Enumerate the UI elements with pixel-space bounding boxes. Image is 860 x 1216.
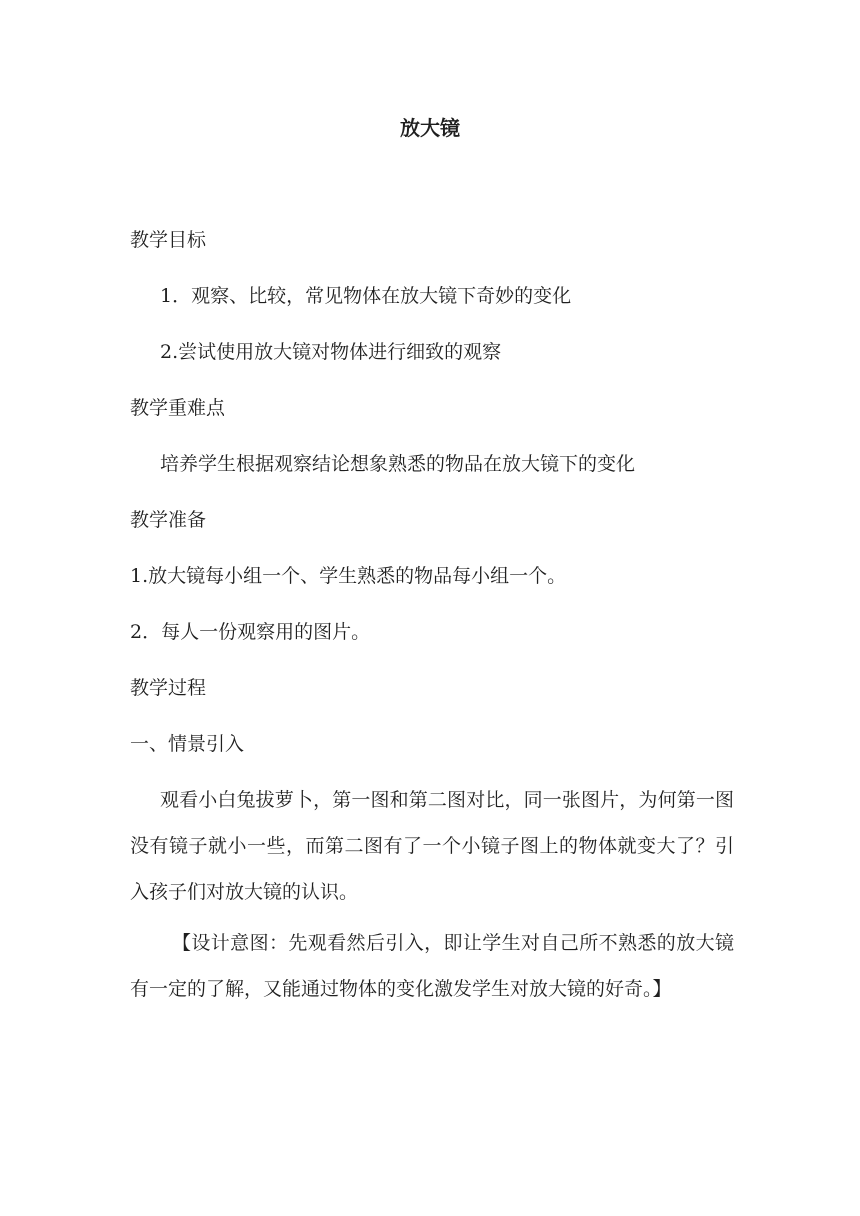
objectives-heading: 教学目标 [130, 229, 207, 251]
preparation-heading: 教学准备 [130, 509, 207, 531]
objective-item-2: 2.尝试使用放大镜对物体进行细致的观察 [160, 341, 502, 363]
key-point-text: 培养学生根据观察结论想象熟悉的物品在放大镜下的变化 [160, 453, 636, 475]
preparation-item-2: 2．每人一份观察用的图片。 [130, 621, 371, 643]
key-points-heading: 教学重难点 [130, 397, 226, 419]
preparation-item-1: 1.放大镜每小组一个、学生熟悉的物品每小组一个。 [130, 565, 567, 587]
document-title: 放大镜 [400, 116, 460, 140]
process-heading: 教学过程 [130, 677, 207, 699]
objective-item-1: 1．观察、比较，常见物体在放大镜下奇妙的变化 [160, 285, 572, 307]
step-1-paragraph: 观看小白兔拔萝卜，第一图和第二图对比，同一张图片，为何第一图没有镜子就小一些，而第二图有了一个小镜子图上的物体就变大了？引入孩子们对放大镜的认识。 [130, 789, 734, 903]
design-intent-note: 【设计意图：先观看然后引入，即让学生对自己所不熟悉的放大镜有一定的了解，又能通过物体的变化激发学生对放大镜的好奇。】 [130, 932, 734, 1000]
step-1-heading: 一、情景引入 [130, 733, 245, 755]
